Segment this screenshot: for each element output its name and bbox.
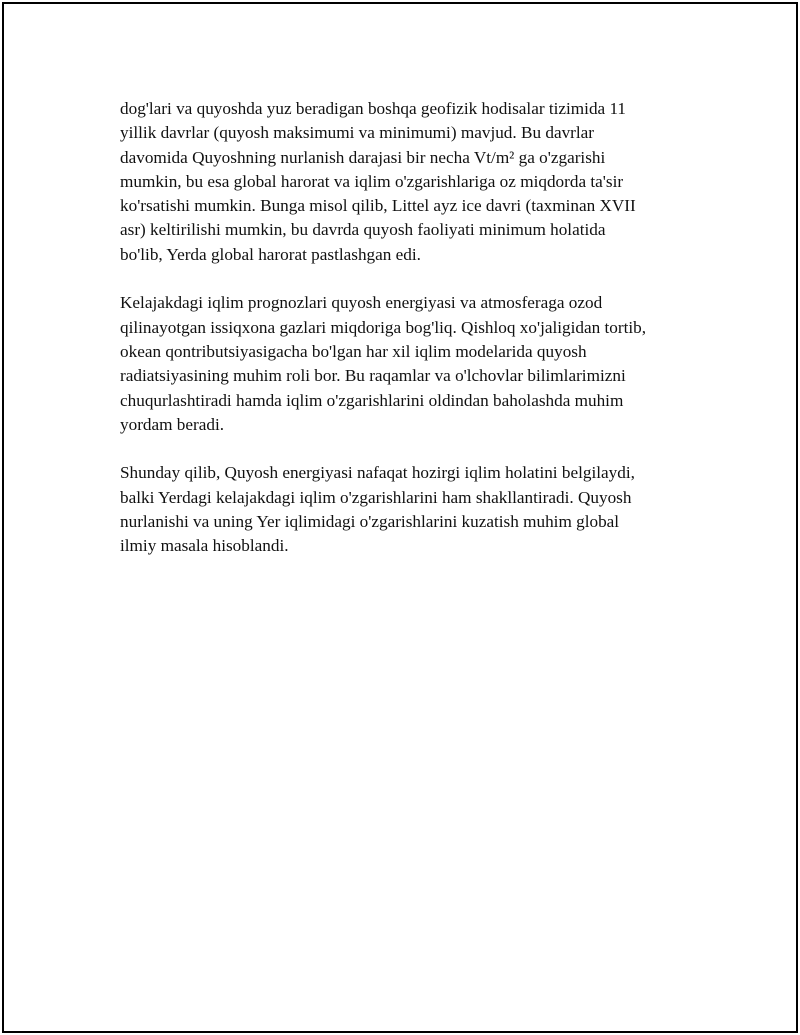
text-line: Kelajakdagi iqlim prognozlari quyosh energiyasi va atmosferaga ozod: [120, 293, 603, 313]
paragraph-3: [120, 461, 680, 558]
text-line: ko'rsatishi mumkin. Bunga misol qilib, Littel ayz ice davri (taxminan XVII: [120, 196, 636, 216]
text-line: davomida Quyoshning nurlanish darajasi bir necha Vt/m² ga o'zgarishi: [120, 147, 606, 167]
text-line: bo'lib, Yerda global harorat pastlashgan edi.: [120, 244, 421, 264]
text-line: qilinayotgan issiqxona gazlari miqdoriga bog'liq. Qishloq xo'jaligidan tortib,: [120, 317, 647, 337]
text-line: chuqurlashtiradi hamda iqlim o'zgarishlarini oldindan baholashda muhim: [120, 390, 624, 410]
page-content: [120, 97, 680, 583]
text-line: asr) keltirilishi mumkin, bu davrda quyosh faoliyati minimum holatida: [120, 220, 606, 240]
page-frame: [2, 2, 798, 1033]
text-line: balki Yerdagi kelajakdagi iqlim o'zgarishlarini ham shakllantiradi. Quyosh: [120, 487, 632, 507]
text-line: ilmiy masala hisoblandi.: [120, 536, 289, 556]
paragraph-2: [120, 291, 680, 437]
paragraph-1: [120, 97, 680, 267]
text-line: nurlanishi va uning Yer iqlimidagi o'zgarishlarini kuzatish muhim global: [120, 512, 620, 532]
text-line: okean qontributsiyasigacha bo'lgan har xil iqlim modelarida quyosh: [120, 341, 587, 361]
text-line: yillik davrlar (quyosh maksimumi va minimumi) mavjud. Bu davrlar: [120, 123, 595, 143]
text-line: yordam beradi.: [120, 414, 225, 434]
text-line: mumkin, bu esa global harorat va iqlim o'zgarishlariga oz miqdorda ta'sir: [120, 171, 624, 191]
text-line: Shunday qilib, Quyosh energiyasi nafaqat hozirgi iqlim holatini belgilaydi,: [120, 463, 635, 483]
text-line: dog'lari va quyoshda yuz beradigan boshqa geofizik hodisalar tizimida 11: [120, 99, 627, 118]
text-line: radiatsiyasining muhim roli bor. Bu raqamlar va o'lchovlar bilimlarimizni: [120, 366, 626, 386]
